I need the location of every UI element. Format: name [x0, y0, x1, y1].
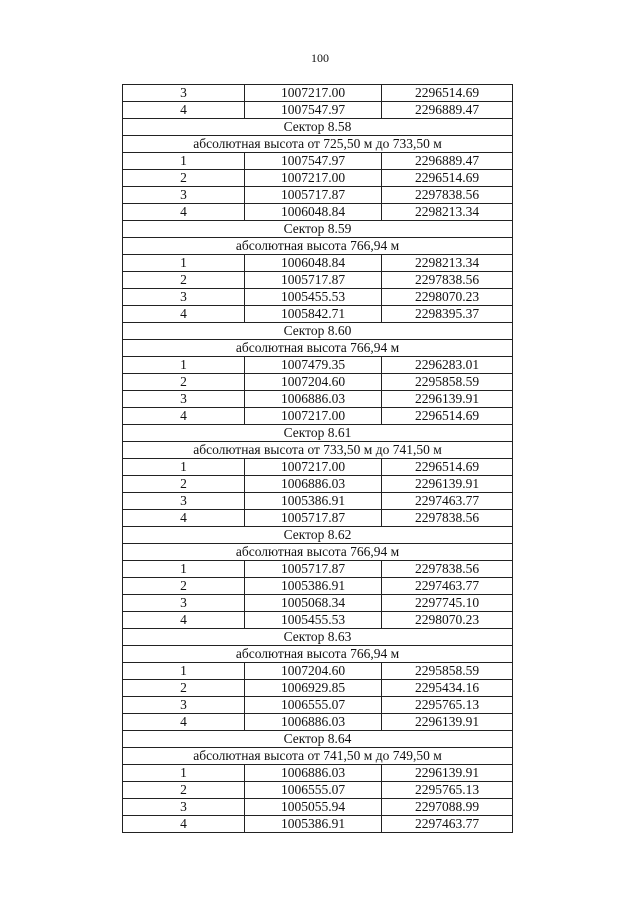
x-coordinate-cell: 1007217.00: [245, 170, 382, 187]
table-row: [123, 663, 513, 680]
sector-title: Сектор 8.62: [123, 527, 513, 544]
table-row: [123, 799, 513, 816]
y-coordinate-cell: 2296514.69: [382, 459, 513, 476]
point-number-cell: 1: [123, 153, 245, 170]
y-coordinate-cell: 2298395.37: [382, 306, 513, 323]
point-number-cell: 2: [123, 782, 245, 799]
x-coordinate-cell: 1005055.94: [245, 799, 382, 816]
point-number-cell: 4: [123, 714, 245, 731]
point-number-cell: 1: [123, 663, 245, 680]
x-coordinate-cell: 1006555.07: [245, 697, 382, 714]
sector-title-row: [123, 221, 513, 238]
x-coordinate-cell: 1005455.53: [245, 289, 382, 306]
table-row: [123, 476, 513, 493]
point-number-cell: 2: [123, 476, 245, 493]
y-coordinate-cell: 2296139.91: [382, 765, 513, 782]
y-coordinate-cell: 2295434.16: [382, 680, 513, 697]
sector-altitude-row: [123, 544, 513, 561]
x-coordinate-cell: 1007204.60: [245, 663, 382, 680]
table-row: [123, 561, 513, 578]
table-row: [123, 374, 513, 391]
point-number-cell: 4: [123, 816, 245, 833]
sector-altitude-row: [123, 646, 513, 663]
x-coordinate-cell: 1007547.97: [245, 102, 382, 119]
sector-altitude-row: [123, 748, 513, 765]
page-number: 100: [311, 51, 329, 65]
y-coordinate-cell: 2295765.13: [382, 782, 513, 799]
point-number-cell: 2: [123, 272, 245, 289]
sector-title-row: [123, 119, 513, 136]
x-coordinate-cell: 1005717.87: [245, 561, 382, 578]
point-number-cell: 2: [123, 374, 245, 391]
sector-altitude: абсолютная высота 766,94 м: [123, 238, 513, 255]
x-coordinate-cell: 1005455.53: [245, 612, 382, 629]
table-row: [123, 680, 513, 697]
y-coordinate-cell: 2297838.56: [382, 510, 513, 527]
point-number-cell: 1: [123, 459, 245, 476]
table-row: [123, 289, 513, 306]
y-coordinate-cell: 2298070.23: [382, 289, 513, 306]
table-row: [123, 510, 513, 527]
y-coordinate-cell: 2297463.77: [382, 493, 513, 510]
table-row: [123, 408, 513, 425]
point-number-cell: 3: [123, 187, 245, 204]
x-coordinate-cell: 1007217.00: [245, 408, 382, 425]
x-coordinate-cell: 1005386.91: [245, 816, 382, 833]
sector-altitude: абсолютная высота 766,94 м: [123, 340, 513, 357]
point-number-cell: 2: [123, 170, 245, 187]
x-coordinate-cell: 1005386.91: [245, 493, 382, 510]
x-coordinate-cell: 1006555.07: [245, 782, 382, 799]
x-coordinate-cell: 1007547.97: [245, 153, 382, 170]
sector-altitude-row: [123, 136, 513, 153]
y-coordinate-cell: 2298070.23: [382, 612, 513, 629]
table-row: [123, 153, 513, 170]
x-coordinate-cell: 1005068.34: [245, 595, 382, 612]
y-coordinate-cell: 2297838.56: [382, 561, 513, 578]
table-row: [123, 357, 513, 374]
y-coordinate-cell: 2296889.47: [382, 153, 513, 170]
coordinates-table-body: [123, 85, 513, 833]
y-coordinate-cell: 2296514.69: [382, 170, 513, 187]
table-row: [123, 578, 513, 595]
table-row: [123, 595, 513, 612]
point-number-cell: 4: [123, 204, 245, 221]
point-number-cell: 4: [123, 510, 245, 527]
point-number-cell: 3: [123, 595, 245, 612]
table-row: [123, 85, 513, 102]
y-coordinate-cell: 2298213.34: [382, 255, 513, 272]
point-number-cell: 3: [123, 289, 245, 306]
y-coordinate-cell: 2295858.59: [382, 374, 513, 391]
table-row: [123, 816, 513, 833]
x-coordinate-cell: 1005842.71: [245, 306, 382, 323]
point-number-cell: 3: [123, 697, 245, 714]
x-coordinate-cell: 1006886.03: [245, 714, 382, 731]
table-row: [123, 612, 513, 629]
y-coordinate-cell: 2296514.69: [382, 85, 513, 102]
y-coordinate-cell: 2297838.56: [382, 187, 513, 204]
table-row: [123, 459, 513, 476]
sector-title: Сектор 8.61: [123, 425, 513, 442]
y-coordinate-cell: 2296139.91: [382, 391, 513, 408]
sector-title-row: [123, 527, 513, 544]
point-number-cell: 3: [123, 799, 245, 816]
table-row: [123, 391, 513, 408]
table-row: [123, 187, 513, 204]
point-number-cell: 2: [123, 680, 245, 697]
table-row: [123, 255, 513, 272]
x-coordinate-cell: 1005717.87: [245, 272, 382, 289]
sector-altitude: абсолютная высота 766,94 м: [123, 544, 513, 561]
table-row: [123, 170, 513, 187]
y-coordinate-cell: 2296139.91: [382, 476, 513, 493]
table-row: [123, 714, 513, 731]
x-coordinate-cell: 1006886.03: [245, 391, 382, 408]
y-coordinate-cell: 2297463.77: [382, 578, 513, 595]
y-coordinate-cell: 2297088.99: [382, 799, 513, 816]
x-coordinate-cell: 1005717.87: [245, 187, 382, 204]
point-number-cell: 4: [123, 306, 245, 323]
x-coordinate-cell: 1006886.03: [245, 476, 382, 493]
table-row: [123, 697, 513, 714]
point-number-cell: 1: [123, 765, 245, 782]
sector-title: Сектор 8.58: [123, 119, 513, 136]
table-row: [123, 782, 513, 799]
sector-title: Сектор 8.63: [123, 629, 513, 646]
x-coordinate-cell: 1006886.03: [245, 765, 382, 782]
y-coordinate-cell: 2296889.47: [382, 102, 513, 119]
y-coordinate-cell: 2298213.34: [382, 204, 513, 221]
x-coordinate-cell: 1007479.35: [245, 357, 382, 374]
y-coordinate-cell: 2297838.56: [382, 272, 513, 289]
point-number-cell: 4: [123, 408, 245, 425]
x-coordinate-cell: 1006929.85: [245, 680, 382, 697]
point-number-cell: 1: [123, 255, 245, 272]
point-number-cell: 1: [123, 357, 245, 374]
y-coordinate-cell: 2295765.13: [382, 697, 513, 714]
point-number-cell: 3: [123, 85, 245, 102]
sector-altitude: абсолютная высота от 741,50 м до 749,50 м: [123, 748, 513, 765]
y-coordinate-cell: 2296514.69: [382, 408, 513, 425]
sector-title-row: [123, 629, 513, 646]
point-number-cell: 4: [123, 102, 245, 119]
sector-altitude-row: [123, 238, 513, 255]
sector-title: Сектор 8.60: [123, 323, 513, 340]
point-number-cell: 1: [123, 561, 245, 578]
y-coordinate-cell: 2297463.77: [382, 816, 513, 833]
point-number-cell: 3: [123, 493, 245, 510]
x-coordinate-cell: 1006048.84: [245, 255, 382, 272]
sector-title: Сектор 8.64: [123, 731, 513, 748]
point-number-cell: 2: [123, 578, 245, 595]
point-number-cell: 3: [123, 391, 245, 408]
sector-title-row: [123, 425, 513, 442]
point-number-cell: 4: [123, 612, 245, 629]
sector-altitude-row: [123, 442, 513, 459]
sector-altitude: абсолютная высота от 725,50 м до 733,50 м: [123, 136, 513, 153]
table-row: [123, 204, 513, 221]
table-row: [123, 272, 513, 289]
table-row: [123, 102, 513, 119]
sector-title-row: [123, 731, 513, 748]
x-coordinate-cell: 1006048.84: [245, 204, 382, 221]
sector-altitude: абсолютная высота 766,94 м: [123, 646, 513, 663]
sector-altitude: абсолютная высота от 733,50 м до 741,50 м: [123, 442, 513, 459]
sector-title: Сектор 8.59: [123, 221, 513, 238]
x-coordinate-cell: 1005386.91: [245, 578, 382, 595]
x-coordinate-cell: 1007217.00: [245, 459, 382, 476]
y-coordinate-cell: 2296139.91: [382, 714, 513, 731]
table-row: [123, 765, 513, 782]
sector-altitude-row: [123, 340, 513, 357]
x-coordinate-cell: 1007204.60: [245, 374, 382, 391]
y-coordinate-cell: 2296283.01: [382, 357, 513, 374]
sector-title-row: [123, 323, 513, 340]
coordinates-table: [122, 84, 513, 833]
y-coordinate-cell: 2297745.10: [382, 595, 513, 612]
y-coordinate-cell: 2295858.59: [382, 663, 513, 680]
table-row: [123, 306, 513, 323]
x-coordinate-cell: 1007217.00: [245, 85, 382, 102]
x-coordinate-cell: 1005717.87: [245, 510, 382, 527]
table-row: [123, 493, 513, 510]
